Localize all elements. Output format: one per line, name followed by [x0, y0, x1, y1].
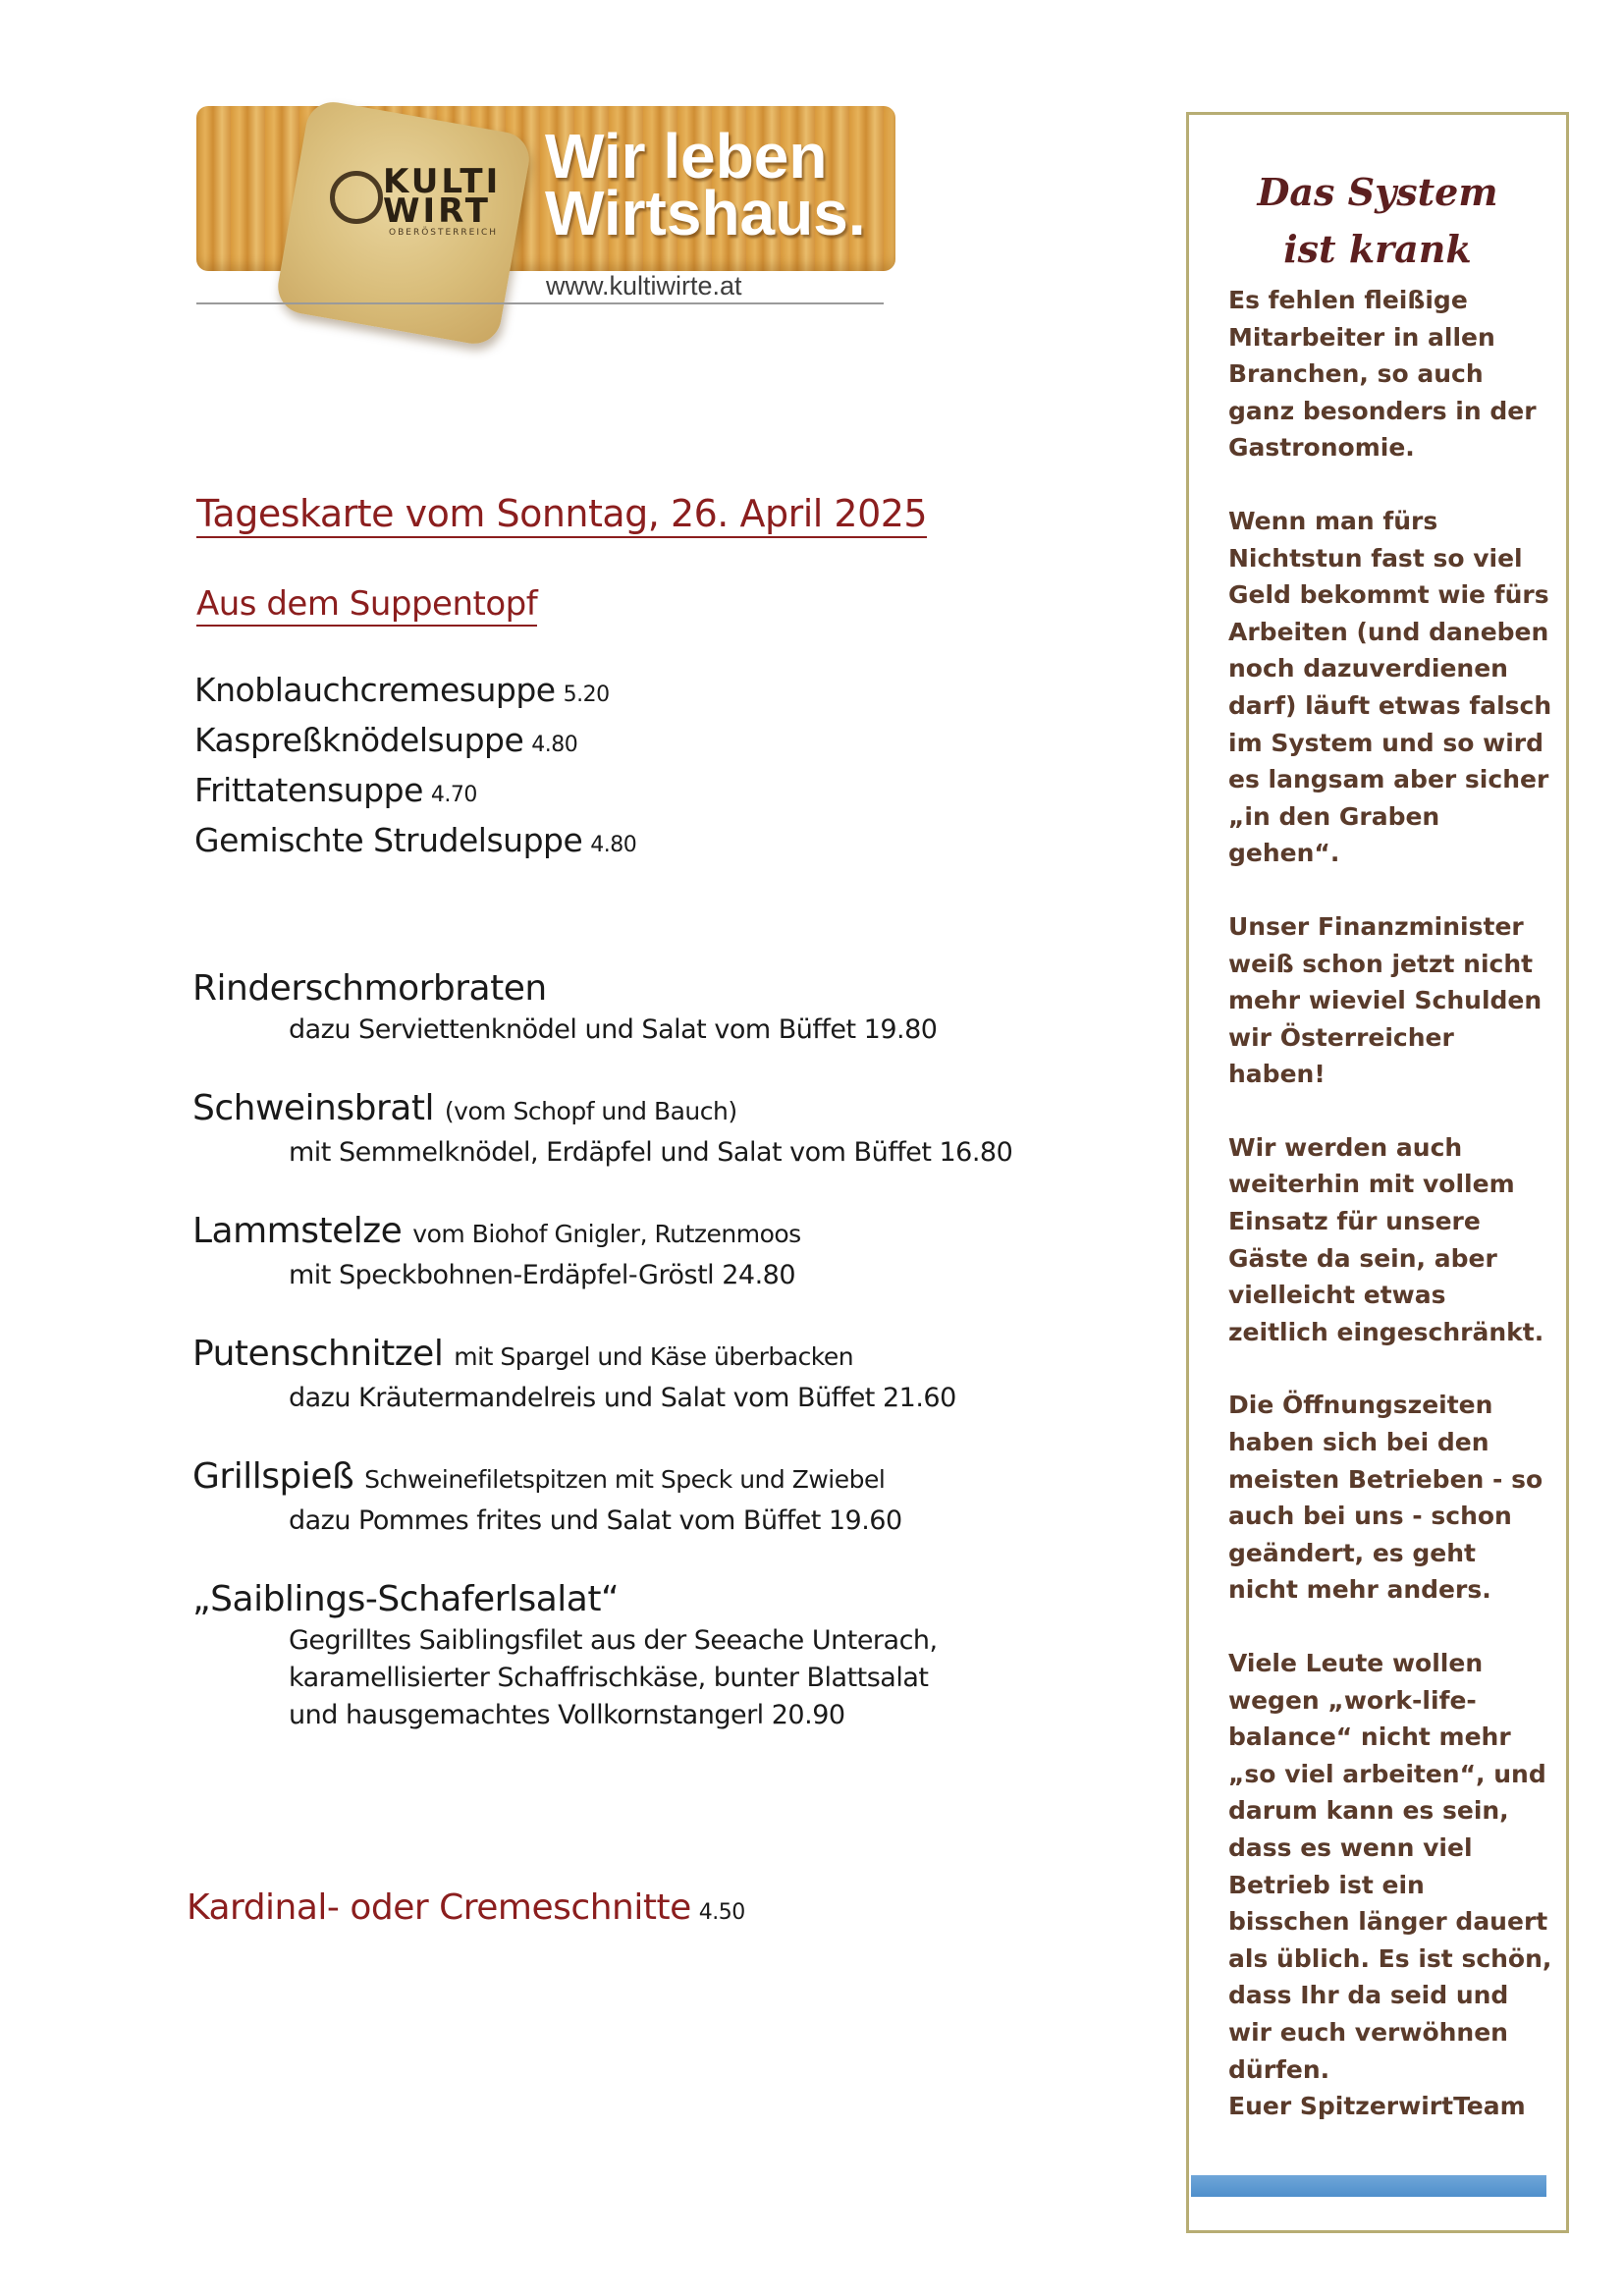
sidebox-text — [1228, 282, 1552, 2125]
soup-price: 5.20 — [563, 683, 610, 707]
dish-item — [192, 1086, 1013, 1172]
sidebox-paragraph: Wenn man fürs Nichtstun fast so viel Geld bekommt wie fürs Arbeiten (und daneben noch dazuverdienen darf) läuft etwas falsch im System und so wird es langsam aber sicher „in den Graben gehen“. — [1228, 506, 1552, 868]
sidebox-title-line-2: ist krank — [1283, 227, 1472, 271]
dish-name: „Saiblings-Schaferlsalat“ — [192, 1579, 620, 1619]
logo-emblem-icon — [330, 171, 383, 224]
sidebox-paragraph: Viele Leute wollen wegen „work-life-balance“ nicht mehr „so viel arbeiten“, und darum kann es sein, dass es wenn viel Betrieb ist ein bisschen länger dauert als üblich. Es ist schön, dass Ihr da seid und wir euch verwöhnen dürfen. — [1228, 1649, 1552, 2084]
dish-description: karamellisierter Schaffrischkäse, bunter Blattsalat — [289, 1663, 929, 1693]
dish-description: dazu Serviettenknödel und Salat vom Büffet 19.80 — [289, 1014, 938, 1045]
dessert-item — [187, 1887, 745, 1928]
main-dishes — [192, 966, 1013, 1772]
sidebox-title — [1189, 164, 1566, 278]
soup-list — [194, 668, 636, 868]
sidebox-paragraph: Die Öffnungszeiten haben sich bei den meisten Betrieben - so auch bei uns - schon geändert, es geht nicht mehr anders. — [1228, 1391, 1543, 1605]
dish-extra: mit Spargel und Käse überbacken — [454, 1342, 854, 1371]
slogan-line-1: Wir leben — [545, 121, 828, 191]
logo-brand-top: KULTI — [383, 162, 502, 201]
soup-price: 4.80 — [531, 733, 578, 757]
dish-description: dazu Kräutermandelreis und Salat vom Büffet 21.60 — [289, 1383, 956, 1413]
slogan-line-2: Wirtshaus. — [545, 178, 866, 248]
logo-brand — [383, 162, 502, 231]
sidebox-title-line-1: Das System — [1257, 170, 1498, 214]
sidebox-paragraph: Unser Finanzminister weiß schon jetzt nicht mehr wieviel Schulden wir Österreicher haben! — [1228, 911, 1543, 1089]
dish-name: Grillspieß — [192, 1456, 354, 1497]
soup-price: 4.70 — [430, 783, 477, 807]
dish-item — [192, 1577, 998, 1734]
dish-extra: (vom Schopf und Bauch) — [444, 1097, 737, 1125]
dessert-name: Kardinal- oder Cremeschnitte — [187, 1887, 691, 1928]
dish-extra: Schweinefiletspitzen mit Speck und Zwiebel — [364, 1465, 886, 1494]
soup-name: Knoblauchcremesuppe — [194, 671, 556, 709]
dessert-price: 4.50 — [698, 1900, 745, 1925]
logo-divider — [196, 302, 884, 304]
dish-name: Schweinsbratl — [192, 1088, 434, 1128]
sidebox-signature: Euer SpitzerwirtTeam — [1228, 2092, 1526, 2121]
dish-description: dazu Pommes frites und Salat vom Büffet 19.60 — [289, 1505, 902, 1536]
soup-name: Gemischte Strudelsuppe — [194, 821, 583, 859]
logo-region: OBERÖSTERREICH — [389, 228, 499, 238]
dish-description: und hausgemachtes Vollkornstangerl 20.90 — [289, 1700, 845, 1730]
dish-description: mit Semmelknödel, Erdäpfel und Salat vom Büffet 16.80 — [289, 1137, 1013, 1168]
soup-item — [194, 768, 636, 818]
dish-item — [192, 1332, 998, 1417]
sidebox-paragraph: Wir werden auch weiterhin mit vollem Einsatz für unsere Gäste da sein, aber vielleicht etwas zeitlich eingeschränkt. — [1228, 1132, 1544, 1346]
dish-extra: vom Biohof Gnigler, Rutzenmoos — [412, 1220, 801, 1248]
menu-title: Tageskarte vom Sonntag, 26. April 2025 — [196, 491, 927, 538]
soup-name: Kaspreßknödelsuppe — [194, 721, 524, 759]
dish-name: Lammstelze — [192, 1211, 403, 1251]
dish-item — [192, 1209, 998, 1294]
info-sidebox — [1186, 112, 1569, 2233]
dish-name: Rinderschmorbraten — [192, 968, 547, 1009]
kultiwirt-logo — [196, 98, 895, 354]
dish-item — [192, 1454, 998, 1540]
logo-brand-bottom: WIRT — [383, 191, 491, 231]
dish-name: Putenschnitzel — [192, 1334, 444, 1374]
soup-price: 4.80 — [590, 833, 637, 857]
sidebox-paragraph: Es fehlen fleißige Mitarbeiter in allen Branchen, so auch ganz besonders in der Gastronomie. — [1228, 286, 1537, 463]
soup-item — [194, 718, 636, 768]
soup-section-heading: Aus dem Suppentopf — [196, 583, 537, 627]
dish-description: mit Speckbohnen-Erdäpfel-Gröstl 24.80 — [289, 1260, 796, 1290]
soup-name: Frittatensuppe — [194, 771, 423, 809]
soup-item — [194, 818, 636, 868]
dish-description: Gegrilltes Saiblingsfilet aus der Seeache Unterach, — [289, 1625, 938, 1656]
soup-item — [194, 668, 636, 718]
logo-url: www.kultiwirte.at — [546, 271, 742, 301]
sidebox-blue-bar — [1191, 2175, 1546, 2197]
dish-item — [192, 966, 998, 1049]
logo-slogan — [545, 121, 866, 248]
